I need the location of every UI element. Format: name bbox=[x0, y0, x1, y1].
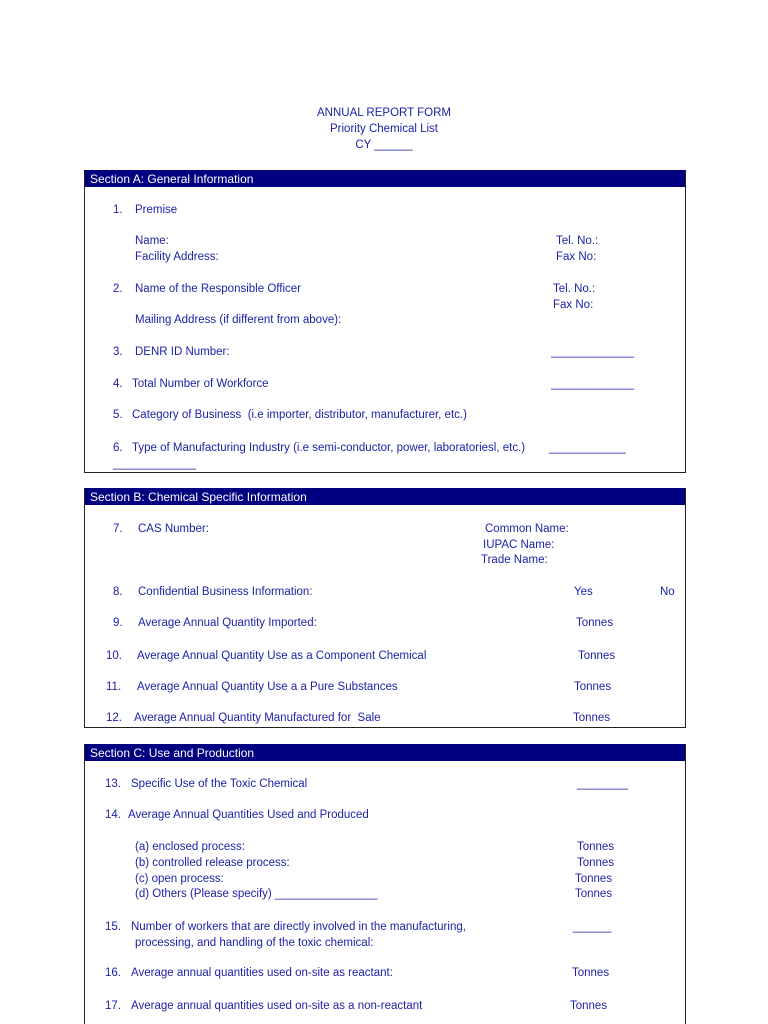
item-11-number: 11. bbox=[106, 681, 122, 693]
denr-id-blank: _____________ bbox=[551, 346, 635, 358]
item-9-unit: Tonnes bbox=[576, 617, 614, 629]
facility-address-label: Facility Address: bbox=[135, 251, 219, 263]
item-17-number: 17. bbox=[105, 1000, 121, 1012]
item-2-number: 2. bbox=[113, 283, 123, 295]
section-a-header: Section A: General Information bbox=[85, 171, 685, 187]
item-4-label: Total Number of Workforce bbox=[132, 378, 269, 390]
process-c-label: (c) open process: bbox=[135, 873, 224, 885]
common-name-label: Common Name: bbox=[485, 523, 569, 535]
mailing-address-label: Mailing Address (if different from above): bbox=[135, 314, 342, 326]
item-2-label: Name of the Responsible Officer bbox=[135, 283, 301, 295]
item-7-number: 7. bbox=[113, 523, 123, 535]
form-subtitle: Priority Chemical List bbox=[330, 123, 438, 135]
item-16-label: Average annual quantities used on-site as reactant: bbox=[131, 967, 393, 979]
item-9-label: Average Annual Quantity Imported: bbox=[138, 617, 317, 629]
item-15-label-line-1: Number of workers that are directly involved in the manufacturing, bbox=[131, 921, 466, 933]
premise-fax-label: Fax No: bbox=[556, 251, 597, 263]
item-12-number: 12. bbox=[106, 712, 122, 724]
item-6-label: Type of Manufacturing Industry (i.e semi-conductor, power, laboratoriesl, etc.) bbox=[132, 442, 526, 454]
confidential-yes-option: Yes bbox=[574, 586, 593, 598]
item-5-label: Category of Business (i.e importer, distributor, manufacturer, etc.) bbox=[132, 409, 467, 421]
item-14-number: 14. bbox=[105, 809, 121, 821]
item-8-number: 8. bbox=[113, 586, 123, 598]
process-d-label: (d) Others (Please specify) ________________ bbox=[135, 888, 378, 900]
item-7-label: CAS Number: bbox=[138, 523, 209, 535]
item-5-number: 5. bbox=[113, 409, 123, 421]
process-c-unit: Tonnes bbox=[575, 873, 613, 885]
premise-name-label: Name: bbox=[135, 235, 169, 247]
item-14-label: Average Annual Quantities Used and Produced bbox=[128, 809, 369, 821]
item-3-number: 3. bbox=[113, 346, 123, 358]
item-11-unit: Tonnes bbox=[574, 681, 612, 693]
officer-fax-label: Fax No: bbox=[553, 299, 594, 311]
officer-tel-label: Tel. No.: bbox=[553, 283, 596, 295]
section-b bbox=[84, 488, 686, 728]
section-c bbox=[84, 744, 686, 1024]
item-8-label: Confidential Business Information: bbox=[138, 586, 313, 598]
item-12-unit: Tonnes bbox=[573, 712, 611, 724]
item-15-number: 15. bbox=[105, 921, 121, 933]
form-title: ANNUAL REPORT FORM bbox=[317, 107, 451, 119]
item-15-label-line-2: processing, and handling of the toxic chemical: bbox=[135, 937, 374, 949]
trade-name-label: Trade Name: bbox=[481, 554, 548, 566]
industry-type-continuation-blank: _____________ bbox=[113, 458, 197, 470]
item-10-label: Average Annual Quantity Use as a Component Chemical bbox=[137, 650, 427, 662]
item-1-label: Premise bbox=[135, 204, 178, 216]
workforce-blank: _____________ bbox=[551, 378, 635, 390]
section-a bbox=[84, 170, 686, 473]
item-17-label: Average annual quantities used on-site as a non-reactant bbox=[131, 1000, 423, 1012]
process-a-unit: Tonnes bbox=[577, 841, 615, 853]
item-11-label: Average Annual Quantity Use a a Pure Substances bbox=[137, 681, 398, 693]
item-6-number: 6. bbox=[113, 442, 123, 454]
item-9-number: 9. bbox=[113, 617, 123, 629]
process-b-unit: Tonnes bbox=[577, 857, 615, 869]
iupac-name-label: IUPAC Name: bbox=[483, 539, 555, 551]
calendar-year-field: CY ______ bbox=[355, 139, 413, 151]
item-1-number: 1. bbox=[113, 204, 123, 216]
item-12-label: Average Annual Quantity Manufactured for Sale bbox=[134, 712, 381, 724]
industry-type-blank: ____________ bbox=[549, 442, 626, 454]
process-d-unit: Tonnes bbox=[575, 888, 613, 900]
section-b-header: Section B: Chemical Specific Information bbox=[85, 489, 685, 505]
item-17-unit: Tonnes bbox=[570, 1000, 608, 1012]
item-13-number: 13. bbox=[105, 778, 121, 790]
item-4-number: 4. bbox=[113, 378, 123, 390]
section-c-header: Section C: Use and Production bbox=[85, 745, 685, 761]
process-b-label: (b) controlled release process: bbox=[135, 857, 290, 869]
item-16-number: 16. bbox=[105, 967, 121, 979]
item-3-label: DENR ID Number: bbox=[135, 346, 230, 358]
item-10-unit: Tonnes bbox=[578, 650, 616, 662]
process-a-label: (a) enclosed process: bbox=[135, 841, 245, 853]
premise-tel-label: Tel. No.: bbox=[556, 235, 599, 247]
specific-use-blank: ________ bbox=[577, 778, 629, 790]
workers-count-blank: ______ bbox=[573, 921, 612, 933]
confidential-no-option: No bbox=[660, 586, 675, 598]
item-10-number: 10. bbox=[106, 650, 122, 662]
item-16-unit: Tonnes bbox=[572, 967, 610, 979]
item-13-label: Specific Use of the Toxic Chemical bbox=[131, 778, 308, 790]
